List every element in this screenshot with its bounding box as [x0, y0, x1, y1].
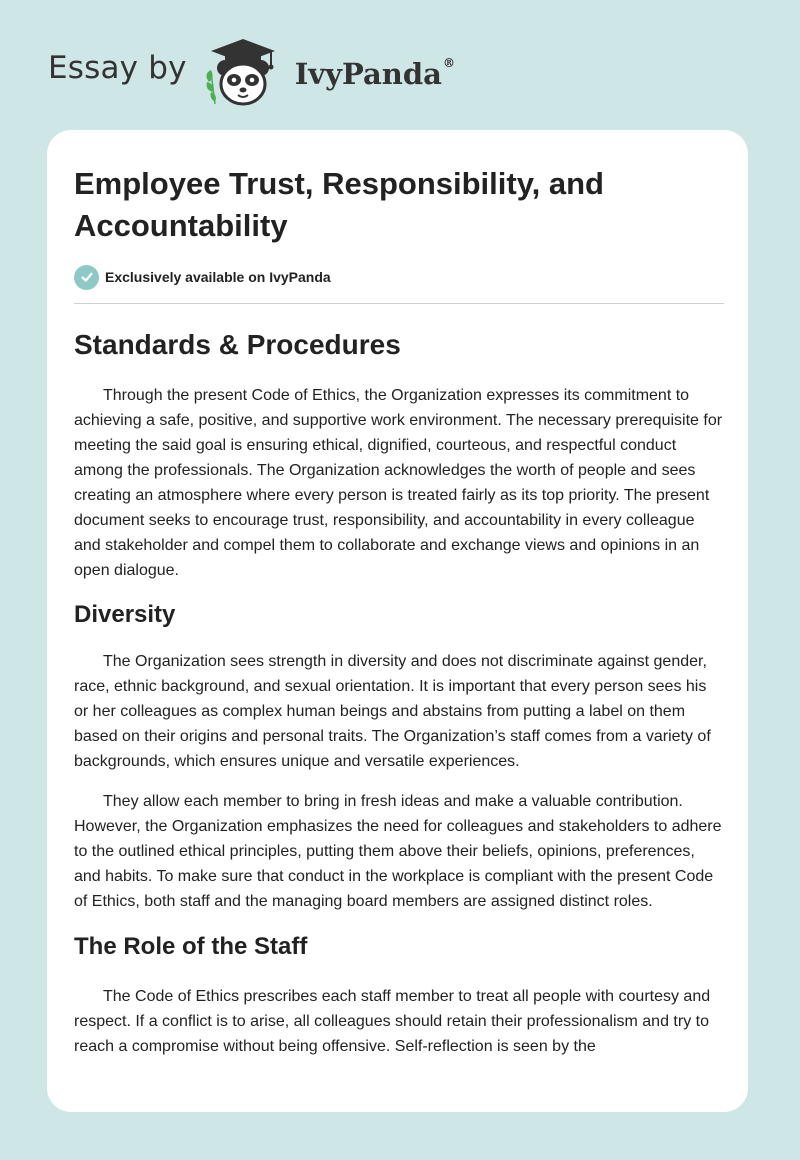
- site-header: [48, 34, 455, 110]
- essay-card: [47, 130, 748, 1112]
- essay-by-label: Essay by: [48, 50, 187, 86]
- divider: [74, 303, 724, 304]
- registered-mark: ®: [442, 56, 455, 71]
- panda-logo-icon[interactable]: [201, 34, 293, 110]
- exclusive-text: Exclusively available on IvyPanda: [105, 269, 331, 285]
- paragraph-diversity-1: The Organization sees strength in diversity and does not discriminate against gender, race, ethnic background, and sexual orientation. It is important that every person sees his or her colleagues as complex human beings and abstains from putting a label on them based on their origins and personal traits. The Organization’s staff comes from a variety of backgrounds, which ensures unique and versatile experiences.: [74, 653, 711, 770]
- paragraph-standards: Through the present Code of Ethics, the Organization expresses its commitment to achieving a safe, positive, and supportive work environment. The necessary prerequisite for meeting the said goal is ensuring ethical, dignified, courteous, and respectful conduct among the professionals. The Organization acknowledges the worth of people and sees creating an atmosphere where every person is treated fairly as its top priority. The present document seeks to encourage trust, responsibility, and accountability in every colleague and stakeholder and compel them to collaborate and exchange views and opinions in an open dialogue.: [74, 387, 723, 579]
- paragraph-staff-role: The Code of Ethics prescribes each staff member to treat all people with courtesy and respect. If a conflict is to arise, all colleagues should retain their professionalism and try to reach a compromise without being offensive. Self-reflection is seen by the: [74, 988, 711, 1055]
- exclusive-notice: [74, 264, 724, 290]
- section-heading-diversity: Diversity: [74, 601, 176, 628]
- essay-title: Employee Trust, Responsibility, and Accountability: [74, 166, 604, 243]
- brand-name-text: IvyPanda: [294, 57, 442, 91]
- section-heading-standards: Standards & Procedures: [74, 329, 401, 360]
- section-heading-staff-role: The Role of the Staff: [74, 933, 308, 960]
- check-icon: [74, 265, 99, 290]
- paragraph-diversity-2: They allow each member to bring in fresh ideas and make a valuable contribution. However, the Organization emphasizes the need for colleagues and stakeholders to adhere to the outlined ethical principles, putting them above their beliefs, opinions, preferences, and habits. To make sure that conduct in the workplace is compliant with the present Code of Ethics, both staff and the managing board members are assigned distinct roles.: [74, 793, 722, 910]
- brand-name[interactable]: [295, 57, 455, 91]
- essay-content: [74, 163, 724, 1059]
